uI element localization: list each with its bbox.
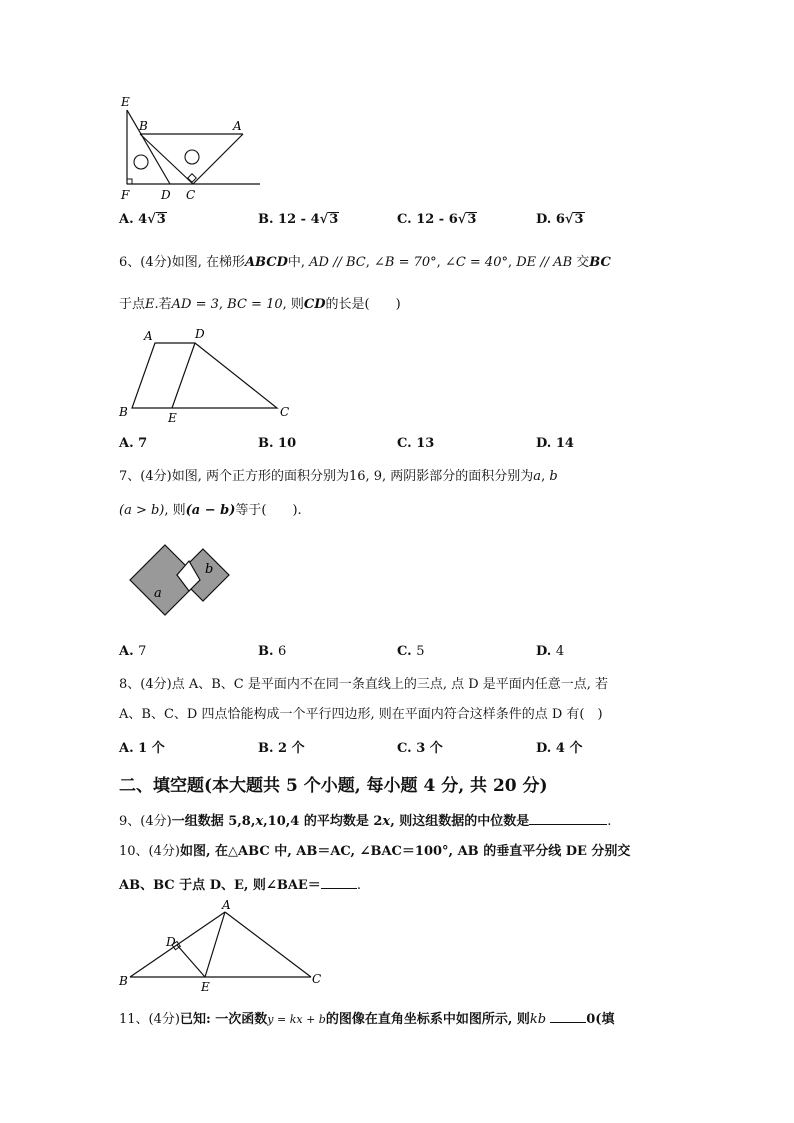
answer-blank[interactable] <box>550 1008 586 1023</box>
label-D: D <box>195 327 205 341</box>
q8-option-b[interactable]: B. 2 个 <box>258 741 305 756</box>
label-F: F <box>121 188 130 202</box>
label-A: A <box>222 898 231 912</box>
q6-line2: 于点E.若AD = 3, BC = 10, 则CD的长是( ) <box>119 297 401 312</box>
label-a: a <box>154 586 162 601</box>
label-E: E <box>168 411 177 425</box>
figure-q10 <box>115 898 330 998</box>
q8-option-c[interactable]: C. 3 个 <box>397 741 443 756</box>
q5-option-b[interactable]: B. 12 - 4√3 <box>258 212 339 227</box>
q6-option-a[interactable]: A. 7 <box>119 436 148 451</box>
section-title: 二、填空题(本大题共 5 个小题, 每小题 4 分, 共 20 分) <box>119 776 548 796</box>
q11-line: 11、(4分)已知: 一次函数y = kx + b的图像在直角坐标系中如图所示, 则kb 0(填 <box>119 1008 614 1029</box>
q7-line2: (a > b), 则(a − b)等于( ). <box>119 503 302 518</box>
q5-option-d[interactable]: D. 6√3 <box>536 212 584 227</box>
q7-option-b[interactable]: B. 6 <box>258 644 287 659</box>
label-B: B <box>119 974 128 988</box>
q7-line1: 7、(4分)如图, 两个正方形的面积分别为16, 9, 两阴影部分的面积分别为a, b <box>119 469 558 484</box>
q8-line1: 8、(4分)点 A、B、C 是平面内不在同一条直线上的三点, 点 D 是平面内任意一点, 若 <box>119 677 609 692</box>
q5-option-a[interactable]: A. 4√3 <box>119 212 166 227</box>
figure-q6 <box>115 326 300 426</box>
label-A: A <box>233 119 242 133</box>
q8-option-a[interactable]: A. 1 个 <box>119 741 165 756</box>
q6-option-d[interactable]: D. 14 <box>536 436 574 451</box>
label-D: D <box>166 935 176 949</box>
label-E: E <box>121 95 130 109</box>
figure-q7 <box>125 540 237 630</box>
label-C: C <box>186 188 196 202</box>
label-A: A <box>144 329 153 343</box>
q6-option-c[interactable]: C. 13 <box>397 436 435 451</box>
label-C: C <box>312 972 322 986</box>
q10-line2: AB、BC 于点 D、E, 则∠BAE＝ . <box>119 874 361 895</box>
q7-option-d[interactable]: D. 4 <box>536 644 565 659</box>
q10-line1: 10、(4分)如图, 在△ABC 中, AB＝AC, ∠BAC＝100°, AB 的垂直平分线 DE 分别交 <box>119 844 631 859</box>
q7-option-a[interactable]: A. 7 <box>119 644 147 659</box>
q9-line: 9、(4分)一组数据 5,8,x,10,4 的平均数是 2x, 则这组数据的中位数是 . <box>119 810 611 831</box>
answer-blank[interactable] <box>321 874 357 889</box>
label-E: E <box>201 980 210 994</box>
q8-option-d[interactable]: D. 4 个 <box>536 741 583 756</box>
label-b: b <box>205 562 214 577</box>
label-C: C <box>280 405 290 419</box>
q6-option-b[interactable]: B. 10 <box>258 436 297 451</box>
q7-option-c[interactable]: C. 5 <box>397 644 425 659</box>
figure-q5 <box>115 92 265 204</box>
q5-option-c[interactable]: C. 12 - 6√3 <box>397 212 477 227</box>
label-B: B <box>119 405 128 419</box>
q8-line2: A、B、C、D 四点恰能构成一个平行四边形, 则在平面内符合这样条件的点 D 有( ) <box>119 707 603 722</box>
label-D: D <box>161 188 171 202</box>
q6-line1: 6、(4分)如图, 在梯形ABCD中, AD // BC, ∠B = 70°, ∠C = 40°, DE // AB 交BC <box>119 255 611 270</box>
label-B: B <box>139 119 148 133</box>
answer-blank[interactable] <box>529 810 607 825</box>
